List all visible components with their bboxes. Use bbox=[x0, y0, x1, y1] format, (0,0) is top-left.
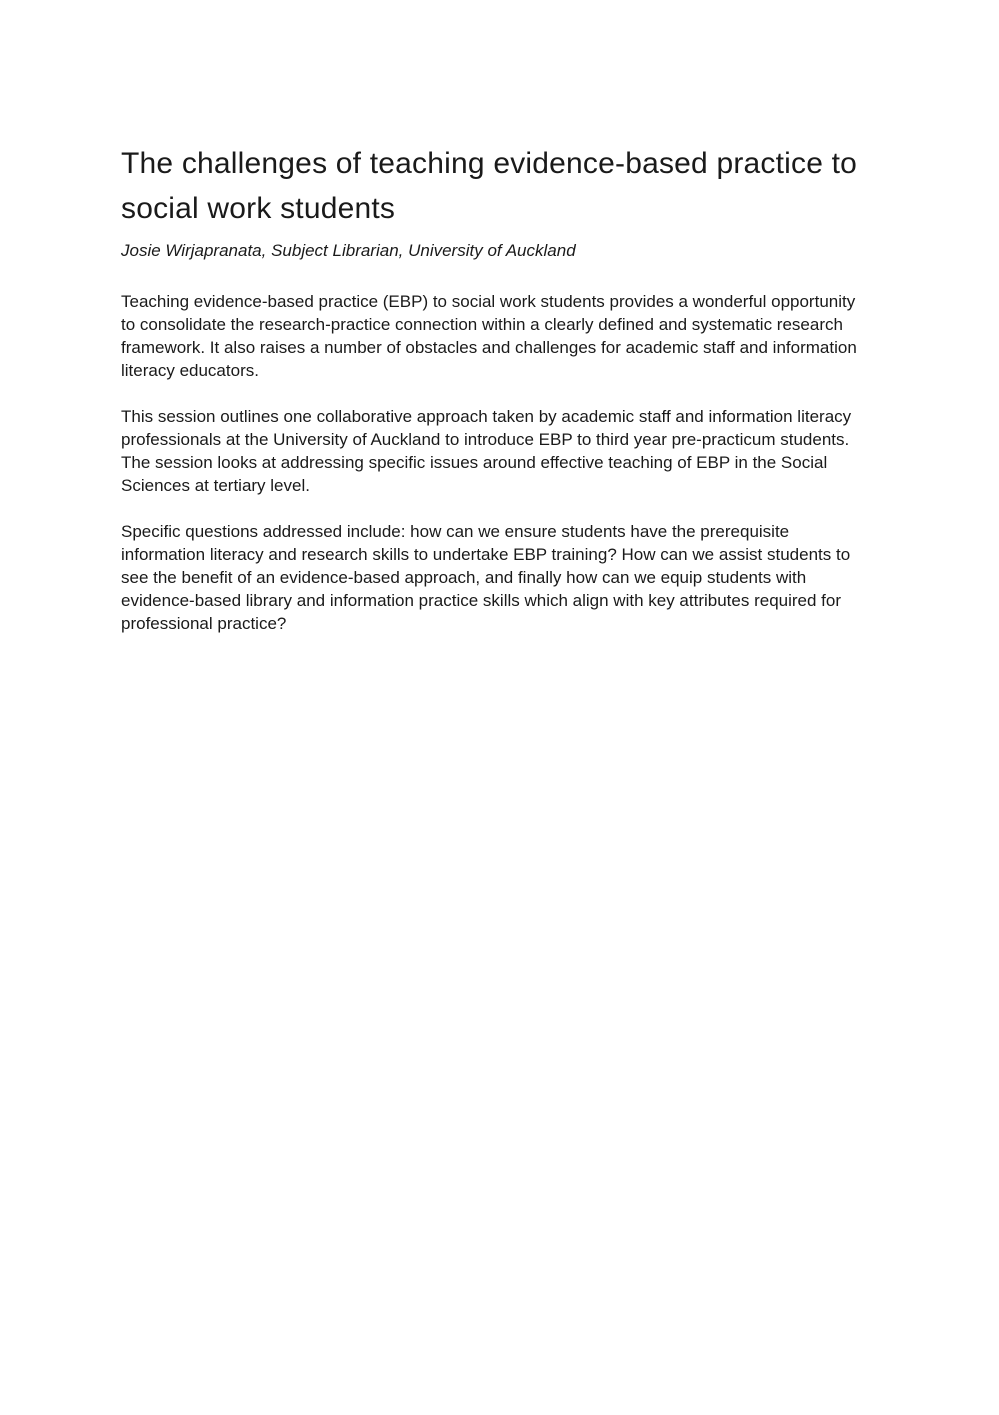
page-title: The challenges of teaching evidence-based practice to social work students bbox=[121, 147, 858, 225]
abstract-paragraph-2: This session outlines one collaborative approach taken by academic staff and information literacy professionals at the University of Auckland to introduce EBP to third year pre-practicum students. The session looks at addressing specific issues around effective teaching of EBP in the Social Sciences at tertiary level. bbox=[121, 407, 852, 495]
abstract-paragraph-1: Teaching evidence-based practice (EBP) to social work students provides a wonderful opportunity to consolidate the research-practice connection within a clearly defined and systematic research framework. It also raises a number of obstacles and challenges for academic staff and information literacy educators. bbox=[121, 292, 857, 380]
document-content bbox=[121, 141, 869, 635]
abstract-paragraph-3: Specific questions addressed include: how can we ensure students have the prerequisite information literacy and research skills to undertake EBP training? How can we assist students to see the benefit of an evidence-based approach, and finally how can we equip students with evidence-based library and information practice skills which align with key attributes required for professional practice? bbox=[121, 522, 851, 633]
author-byline: Josie Wirjapranata, Subject Librarian, University of Auckland bbox=[121, 241, 576, 260]
